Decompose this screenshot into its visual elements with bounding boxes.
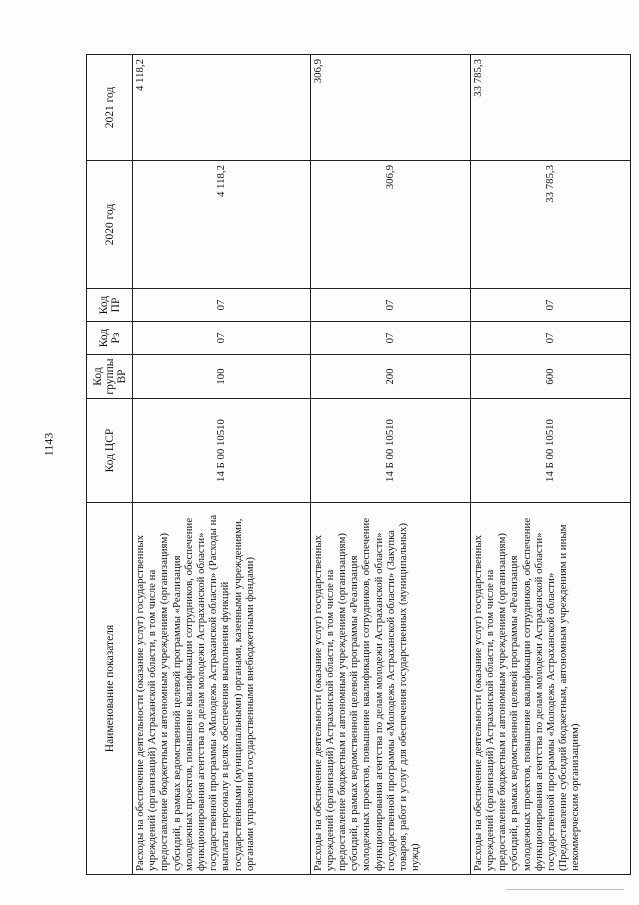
pr-code-cell: 07 bbox=[470, 289, 630, 322]
header-indicator-name: Наименование показателя bbox=[87, 503, 133, 875]
csr-code-cell: 14 Б 00 10510 bbox=[133, 399, 311, 503]
amount-2020-cell: 306,9 bbox=[310, 161, 470, 289]
amount-2020-cell: 4 118,2 bbox=[133, 161, 311, 289]
vr-code-cell: 100 bbox=[133, 355, 311, 399]
rz-code-cell: 07 bbox=[310, 322, 470, 355]
table-header-row bbox=[87, 55, 133, 875]
csr-code-cell: 14 Б 00 10510 bbox=[470, 399, 630, 503]
vr-code-cell: 600 bbox=[470, 355, 630, 399]
amount-2021-cell: 4 118,2 bbox=[133, 55, 311, 161]
budget-table bbox=[86, 54, 631, 875]
table-row bbox=[133, 55, 311, 875]
table-row bbox=[470, 55, 630, 875]
indicator-name-cell: Расходы на обеспечение деятельности (оказание услуг) государственных учреждений (организаций) Астраханской области, в том числе на предоставление бюджетным и автономным учреждениям (организациям) субсидий, в рамках ведомственной целевой программы «Реализация молодежных проектов, повышение квалификации сотрудников, обеспечение функционирования агентства по делам молодежи Астраханской области» государственной программы «Молодежь Астраханской области» (Расходы на выплаты персоналу в целях обеспечения выполнения функций государственными (муниципальными) органами, казенными учреждениями, органами управления государственными внебюджетными фондами) bbox=[133, 503, 311, 875]
amount-2020-cell: 33 785,3 bbox=[470, 161, 630, 289]
rz-code-cell: 07 bbox=[133, 322, 311, 355]
header-vr-code: Код группы ВР bbox=[87, 355, 133, 399]
amount-2021-cell: 306,9 bbox=[310, 55, 470, 161]
scan-edge-line bbox=[506, 889, 624, 890]
indicator-name-cell: Расходы на обеспечение деятельности (оказание услуг) государственных учреждений (организаций) Астраханской области, в том числе на предоставление бюджетным и автономным учреждениям (организациям) субсидий, в рамках ведомственной целевой программы «Реализация молодежных проектов, повышение квалификации сотрудников, обеспечение функционирования агентства по делам молодежи Астраханской области» государственной программы «Молодежь Астраханской области» (Закупка товаров, работ и услуг для обеспечения государственных (муниципальных) нужд) bbox=[310, 503, 470, 875]
header-csr-code: Код ЦСР bbox=[87, 399, 133, 503]
pr-code-cell: 07 bbox=[133, 289, 311, 322]
rz-code-cell: 07 bbox=[470, 322, 630, 355]
page-number: 1143 bbox=[41, 432, 56, 457]
rotated-table-container bbox=[86, 55, 631, 875]
csr-code-cell: 14 Б 00 10510 bbox=[310, 399, 470, 503]
header-year-2021: 2021 год bbox=[87, 55, 133, 161]
table-row bbox=[310, 55, 470, 875]
indicator-name-cell: Расходы на обеспечение деятельности (оказание услуг) государственных учреждений (организаций) Астраханской области, в том числе на предоставление бюджетным и автономным учреждениям (организациям) субсидий, в рамках ведомственной целевой программы «Реализация молодежных проектов, повышение квалификации сотрудников, обеспечение функционирования агентства по делам молодежи Астраханской области» государственной программы «Молодежь Астраханской области» (Предоставление субсидий бюджетным, автономным учреждениям и иным некоммерческим организациям) bbox=[470, 503, 630, 875]
header-rz-code: Код Рз bbox=[87, 322, 133, 355]
header-pr-code: Код ПР bbox=[87, 289, 133, 322]
header-year-2020: 2020 год bbox=[87, 161, 133, 289]
amount-2021-cell: 33 785,3 bbox=[470, 55, 630, 161]
vr-code-cell: 200 bbox=[310, 355, 470, 399]
pr-code-cell: 07 bbox=[310, 289, 470, 322]
